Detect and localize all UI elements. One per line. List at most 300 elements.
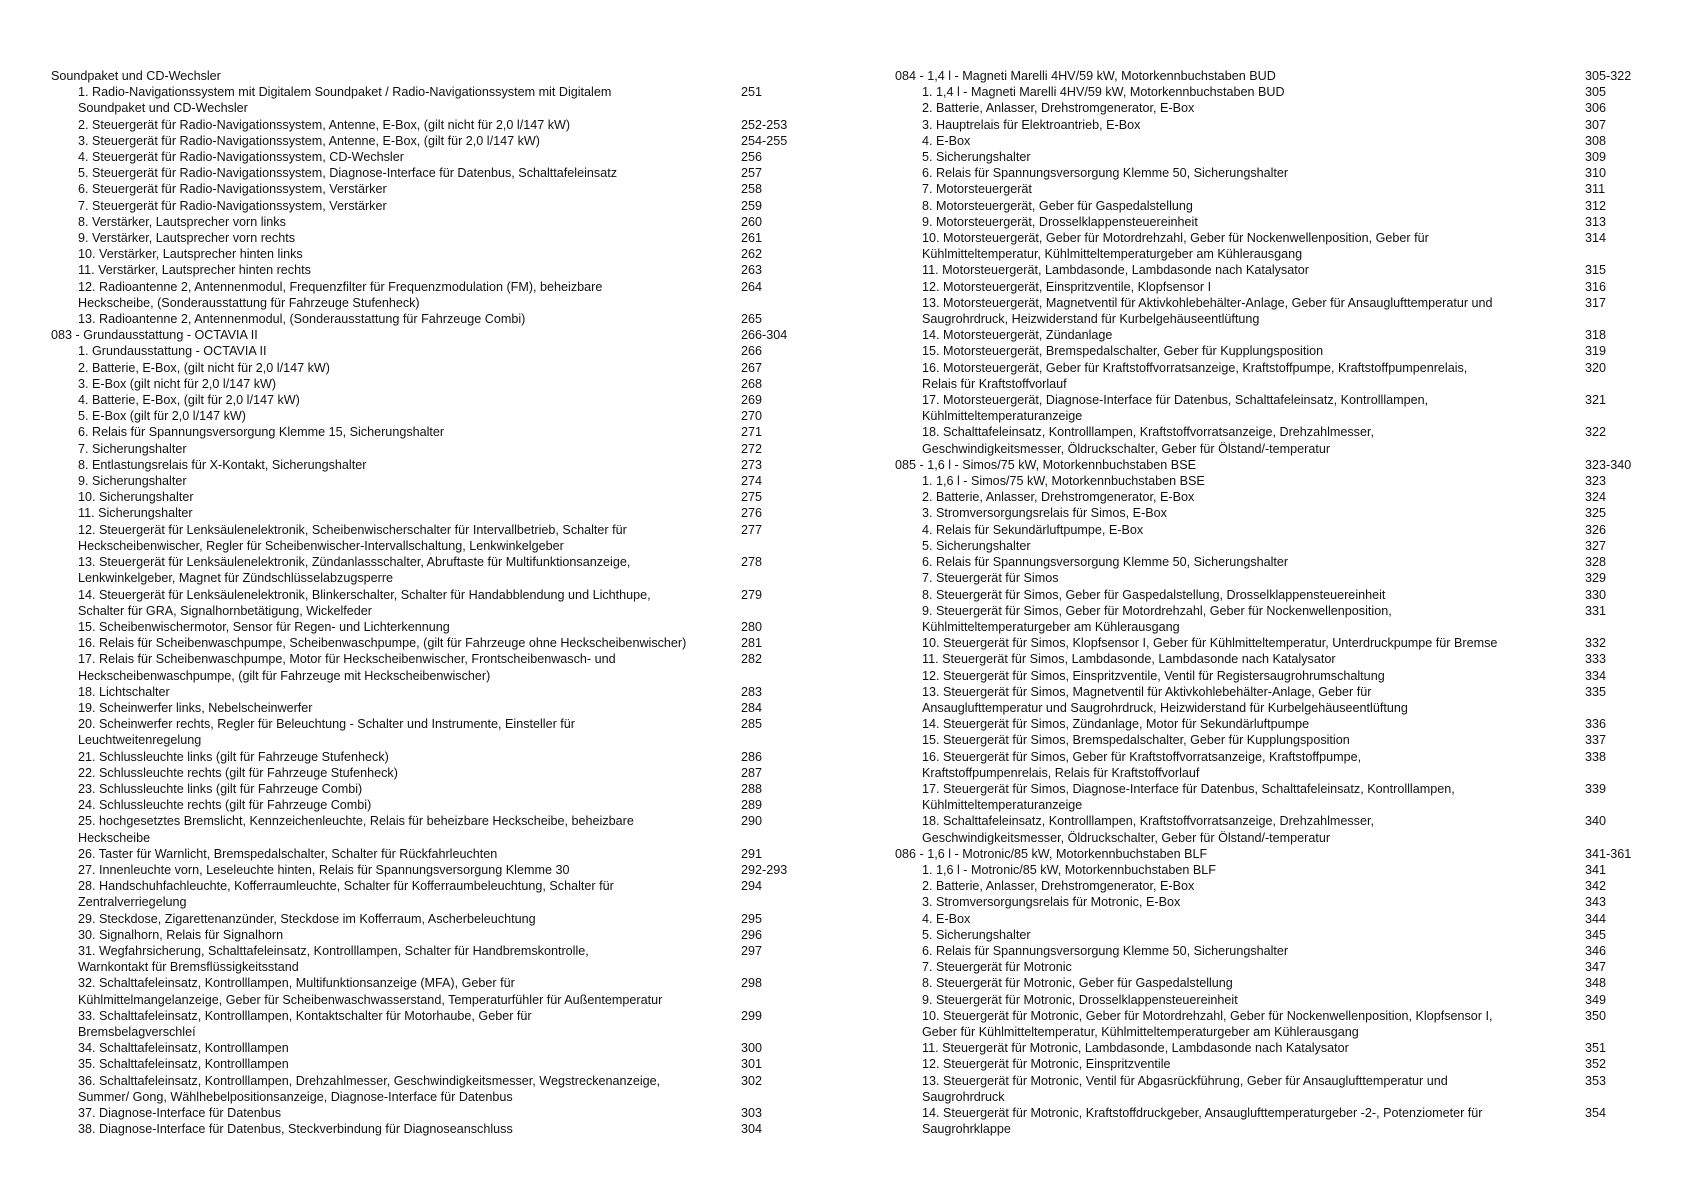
toc-entry-pages: 338 xyxy=(1585,749,1607,764)
toc-entry-title: 3. Stromversorgungsrelais für Simos, E-Box xyxy=(922,506,1167,521)
toc-entry xyxy=(51,651,811,683)
toc-entry xyxy=(895,862,1655,878)
toc-entry xyxy=(895,1008,1655,1040)
toc-entry xyxy=(895,295,1655,327)
toc-entry-pages: 299 xyxy=(741,1008,763,1023)
toc-entry-title: 27. Innenleuchte vorn, Leseleuchte hinten, Relais für Spannungsversorgung Klemme 30 xyxy=(78,862,570,877)
toc-entry-title: 15. Motorsteuergerät, Bremspedalschalter, Geber für Kupplungsposition xyxy=(922,344,1324,359)
toc-entry-pages: 264 xyxy=(741,279,763,294)
toc-entry-title: 10. Steuergerät für Simos, Klopfsensor I, Geber für Kühlmitteltemperatur, Unterdruckpumpe für Bremse xyxy=(922,636,1498,651)
toc-entry xyxy=(895,716,1655,732)
toc-entry-pages: 294 xyxy=(741,879,763,894)
toc-entry-title: 25. hochgesetztes Bremslicht, Kennzeichenleuchte, Relais für beheizbare Heckscheibe, beheizbare Heckscheibe xyxy=(78,814,634,845)
toc-entry-title: 8. Motorsteuergerät, Geber für Gaspedalstellung xyxy=(922,198,1193,213)
toc-entry xyxy=(895,959,1655,975)
toc-entry xyxy=(895,489,1655,505)
toc-entry xyxy=(895,198,1655,214)
toc-entry-title: 13. Steuergerät für Simos, Magnetventil für Aktivkohlebehälter-Anlage, Geber für Ansauglufttemperatur und Saugrohrdruck, Heizwiderstand für Kurbelgehäuseentlüftung xyxy=(922,684,1408,715)
toc-entry-pages: 317 xyxy=(1585,295,1607,310)
toc-entry-pages: 318 xyxy=(1585,328,1607,343)
toc-entry-title: 2. Batterie, Anlasser, Drehstromgenerator, E-Box xyxy=(922,101,1195,116)
toc-entry-pages: 262 xyxy=(741,247,763,262)
toc-entry xyxy=(51,198,811,214)
toc-section-entry xyxy=(895,68,1655,84)
toc-entry-pages: 343 xyxy=(1585,895,1607,910)
toc-entry-pages: 346 xyxy=(1585,943,1607,958)
toc-entry-pages: 283 xyxy=(741,684,763,699)
toc-entry xyxy=(895,343,1655,359)
toc-entry-pages: 323-340 xyxy=(1585,457,1632,472)
toc-entry-pages: 354 xyxy=(1585,1106,1607,1120)
toc-entry xyxy=(51,1105,811,1121)
toc-entry xyxy=(895,149,1655,165)
toc-entry xyxy=(895,133,1655,149)
toc-entry xyxy=(895,894,1655,910)
toc-entry-title: 2. Batterie, Anlasser, Drehstromgenerator, E-Box xyxy=(922,879,1195,894)
toc-entry-pages: 258 xyxy=(741,182,763,197)
toc-entry xyxy=(895,84,1655,100)
toc-entry-pages: 281 xyxy=(741,636,763,651)
toc-entry-pages: 325 xyxy=(1585,506,1607,521)
toc-entry xyxy=(51,343,811,359)
toc-entry-title: 7. Steuergerät für Simos xyxy=(922,571,1059,586)
toc-entry xyxy=(51,522,811,554)
toc-entry-pages: 280 xyxy=(741,619,763,634)
toc-entry-pages: 342 xyxy=(1585,879,1607,894)
toc-entry-title: 38. Diagnose-Interface für Datenbus, Steckverbindung für Diagnoseanschluss xyxy=(78,1122,513,1137)
toc-entry-title: 1. 1,6 l - Motronic/85 kW, Motorkennbuchstaben BLF xyxy=(922,862,1216,877)
toc-entry-title: 24. Schlussleuchte rechts (gilt für Fahrzeuge Combi) xyxy=(78,798,372,813)
toc-entry xyxy=(895,181,1655,197)
toc-entry-title: 28. Handschuhfachleuchte, Kofferraumleuchte, Schalter für Kofferraumbeleuchtung, Schalter für Zentralverriegelung xyxy=(78,879,614,910)
toc-entry xyxy=(51,1008,811,1040)
toc-entry-pages: 279 xyxy=(741,587,763,602)
toc-entry-pages: 260 xyxy=(741,214,763,229)
toc-entry-pages: 297 xyxy=(741,943,763,958)
toc-entry-title: 1. 1,6 l - Simos/75 kW, Motorkennbuchstaben BSE xyxy=(922,474,1205,489)
toc-entry-title: 6. Steuergerät für Radio-Navigationssystem, Verstärker xyxy=(78,182,387,197)
toc-entry xyxy=(51,376,811,392)
toc-entry-title: 5. Steuergerät für Radio-Navigationssystem, Diagnose-Interface für Datenbus, Schalttafeleinsatz xyxy=(78,166,618,181)
toc-entry-title: 12. Steuergerät für Lenksäulenelektronik, Scheibenwischerschalter für Intervallbetrieb, Schalter für Heckscheibenwischer, Regler für Scheibenwischer-Intervallschaltung, Lenkwinkelgeber xyxy=(78,522,627,553)
toc-entry-pages: 305-322 xyxy=(1585,69,1632,83)
toc-entry-pages: 322 xyxy=(1585,425,1607,440)
toc-section-entry xyxy=(51,327,811,343)
toc-entry xyxy=(51,489,811,505)
toc-entry-pages: 303 xyxy=(741,1106,763,1120)
toc-entry-pages: 320 xyxy=(1585,360,1607,375)
toc-entry-title: 3. Steuergerät für Radio-Navigationssystem, Antenne, E-Box, (gilt für 2,0 l/147 kW) xyxy=(78,133,540,148)
toc-entry-title: 8. Steuergerät für Simos, Geber für Gaspedalstellung, Drosselklappensteuereinheit xyxy=(922,587,1386,602)
toc-entry-pages: 288 xyxy=(741,781,763,796)
toc-entry xyxy=(51,1121,811,1137)
toc-entry-pages: 308 xyxy=(1585,133,1607,148)
toc-entry xyxy=(895,165,1655,181)
toc-entry xyxy=(895,522,1655,538)
toc-entry-pages: 269 xyxy=(741,393,763,408)
toc-entry-title: 2. Steuergerät für Radio-Navigationssystem, Antenne, E-Box, (gilt nicht für 2,0 l/147 kW) xyxy=(78,117,571,132)
toc-entry-title: 14. Motorsteuergerät, Zündanlage xyxy=(922,328,1113,343)
toc-entry xyxy=(51,797,811,813)
toc-entry-title: 22. Schlussleuchte rechts (gilt für Fahrzeuge Stufenheck) xyxy=(78,765,398,780)
toc-entry-pages: 286 xyxy=(741,749,763,764)
toc-entry-title: 14. Steuergerät für Simos, Zündanlage, Motor für Sekundärluftpumpe xyxy=(922,717,1310,732)
toc-entry-title: 2. Batterie, Anlasser, Drehstromgenerator, E-Box xyxy=(922,490,1195,505)
toc-entry-pages: 259 xyxy=(741,198,763,213)
toc-entry xyxy=(51,927,811,943)
toc-entry-pages: 330 xyxy=(1585,587,1607,602)
toc-entry-pages: 352 xyxy=(1585,1057,1607,1072)
toc-entry-title: 30. Signalhorn, Relais für Signalhorn xyxy=(78,927,284,942)
toc-entry xyxy=(51,408,811,424)
toc-entry-title: 13. Steuergerät für Lenksäulenelektronik, Zündanlassschalter, Abruftaste für Multifunktionsanzeige, Lenkwinkelgeber, Magnet für Zündschlüsselabzugsperre xyxy=(78,555,631,586)
toc-entry xyxy=(51,749,811,765)
toc-entry-title: 1. Grundausstattung - OCTAVIA II xyxy=(78,344,267,359)
toc-entry-pages: 263 xyxy=(741,263,763,278)
toc-entry-pages: 285 xyxy=(741,717,763,732)
toc-entry xyxy=(51,457,811,473)
toc-entry-pages: 315 xyxy=(1585,263,1607,278)
toc-entry-title: 3. Hauptrelais für Elektroantrieb, E-Box xyxy=(922,117,1141,132)
toc-entry xyxy=(51,862,811,878)
toc-entry-title: 32. Schalttafeleinsatz, Kontrolllampen, Multifunktionsanzeige (MFA), Geber für Kühlmittelmangelanzeige, Geber für Scheibenwaschwasserstand, Temperaturfühler für Außentemperatur xyxy=(78,976,663,1007)
toc-entry-pages: 341-361 xyxy=(1585,846,1632,861)
toc-entry-pages: 252-253 xyxy=(741,117,788,132)
toc-entry-title: 7. Steuergerät für Motronic xyxy=(922,960,1072,975)
toc-entry xyxy=(51,1040,811,1056)
toc-entry-pages: 345 xyxy=(1585,927,1607,942)
toc-entry xyxy=(51,181,811,197)
toc-entry xyxy=(895,781,1655,813)
toc-entry xyxy=(895,230,1655,262)
toc-entry-title: 11. Steuergerät für Motronic, Lambdasonde, Lambdasonde nach Katalysator xyxy=(922,1041,1349,1056)
toc-entry-pages: 276 xyxy=(741,506,763,521)
toc-entry-pages: 284 xyxy=(741,700,763,715)
toc-entry xyxy=(51,230,811,246)
toc-entry-title: 9. Steuergerät für Simos, Geber für Motordrehzahl, Geber für Nockenwellenposition, Kühlmitteltemperaturgeber am Kühlerausgang xyxy=(922,603,1392,634)
toc-entry-pages: 319 xyxy=(1585,344,1607,359)
toc-entry-pages: 272 xyxy=(741,441,763,456)
toc-entry xyxy=(51,473,811,489)
toc-entry-pages: 331 xyxy=(1585,603,1607,618)
toc-entry-pages: 271 xyxy=(741,425,763,440)
toc-entry-pages: 300 xyxy=(741,1041,763,1056)
toc-entry xyxy=(51,554,811,586)
toc-entry-pages: 350 xyxy=(1585,1008,1607,1023)
toc-entry-pages: 256 xyxy=(741,150,763,165)
toc-entry-pages: 310 xyxy=(1585,166,1607,181)
toc-entry xyxy=(895,975,1655,991)
toc-entry-title: 9. Sicherungshalter xyxy=(78,474,187,489)
toc-entry-title: 20. Scheinwerfer rechts, Regler für Beleuchtung - Schalter und Instrumente, Einsteller für Leuchtweitenregelung xyxy=(78,717,575,748)
toc-entry-pages: 266-304 xyxy=(741,328,788,343)
toc-entry-pages: 277 xyxy=(741,522,763,537)
toc-entry-title: 1. 1,4 l - Magneti Marelli 4HV/59 kW, Motorkennbuchstaben BUD xyxy=(922,85,1285,100)
toc-entry xyxy=(895,327,1655,343)
toc-entry xyxy=(895,279,1655,295)
toc-entry-title: 29. Steckdose, Zigarettenanzünder, Steckdose im Kofferraum, Ascherbeleuchtung xyxy=(78,911,536,926)
toc-entry-title: 13. Motorsteuergerät, Magnetventil für Aktivkohlebehälter-Anlage, Geber für Ansauglufttemperatur und Saugrohrdruck, Heizwiderstand für Kurbelgehäuseentlüftung xyxy=(922,295,1493,327)
toc-entry xyxy=(51,505,811,521)
toc-entry xyxy=(895,927,1655,943)
toc-entry-title: 18. Schalttafeleinsatz, Kontrolllampen, Kraftstoffvorratsanzeige, Drehzahlmesser, Geschwindigkeitsmesser, Öldruckschalter, Geber für Ölstand/-temperatur xyxy=(922,814,1374,845)
toc-entry xyxy=(895,943,1655,959)
toc-entry-title: 7. Sicherungshalter xyxy=(78,441,187,456)
toc-entry-title: 36. Schalttafeleinsatz, Kontrolllampen, Drehzahlmesser, Geschwindigkeitsmesser, Wegstreckenanzeige, Summer/ Gong, Wählhebelpositionsanzeige, Diagnose-Interface für Datenbus xyxy=(78,1073,661,1104)
toc-entry-pages: 289 xyxy=(741,798,763,813)
toc-entry-pages: 349 xyxy=(1585,992,1607,1007)
toc-entry-pages: 327 xyxy=(1585,538,1607,553)
toc-entry-title: 13. Radioantenne 2, Antennenmodul, (Sonderausstattung für Fahrzeuge Combi) xyxy=(78,312,526,327)
toc-entry-title: 15. Scheibenwischermotor, Sensor für Regen- und Lichterkennung xyxy=(78,619,450,634)
toc-entry-pages: 309 xyxy=(1585,150,1607,165)
toc-entry xyxy=(51,133,811,149)
toc-entry-title: 12. Steuergerät für Simos, Einspritzventile, Ventil für Registersaugrohrumschaltung xyxy=(922,668,1385,683)
toc-entry-title: 13. Steuergerät für Motronic, Ventil für Abgasrückführung, Geber für Ansauglufttemperatur und Saugrohrdruck xyxy=(922,1073,1448,1104)
toc-entry-title: Soundpaket und CD-Wechsler xyxy=(51,69,221,83)
toc-entry xyxy=(51,619,811,635)
toc-entry-title: 4. Batterie, E-Box, (gilt für 2,0 l/147 kW) xyxy=(78,393,300,408)
toc-entry-title: 17. Relais für Scheibenwaschpumpe, Motor für Heckscheibenwischer, Frontscheibenwasch- und Heckscheibenwaschpumpe, (gilt für Fahrzeuge mit Heckscheibenwischer) xyxy=(78,652,616,683)
toc-section-entry xyxy=(895,846,1655,862)
toc-entry-title: 21. Schlussleuchte links (gilt für Fahrzeuge Stufenheck) xyxy=(78,749,389,764)
toc-entry-title: 19. Scheinwerfer links, Nebelscheinwerfer xyxy=(78,700,313,715)
toc-entry-pages: 301 xyxy=(741,1057,763,1072)
toc-entry-pages: 270 xyxy=(741,409,763,424)
toc-entry xyxy=(51,587,811,619)
toc-entry-pages: 273 xyxy=(741,457,763,472)
toc-entry xyxy=(895,392,1655,424)
toc-entry-pages: 336 xyxy=(1585,717,1607,732)
toc-entry xyxy=(895,813,1655,845)
toc-entry-pages: 304 xyxy=(741,1122,763,1137)
toc-entry-pages: 295 xyxy=(741,911,763,926)
toc-entry-pages: 335 xyxy=(1585,684,1607,699)
toc-entry-pages: 291 xyxy=(741,846,763,861)
toc-entry xyxy=(51,311,811,327)
toc-entry xyxy=(895,1040,1655,1056)
toc-right-column xyxy=(895,68,1655,1137)
toc-entry xyxy=(51,684,811,700)
toc-entry-title: 18. Schalttafeleinsatz, Kontrolllampen, Kraftstoffvorratsanzeige, Drehzahlmesser, Geschwindigkeitsmesser, Öldruckschalter, Geber für Ölstand/-temperatur xyxy=(922,425,1374,456)
toc-entry-pages: 313 xyxy=(1585,214,1607,229)
toc-entry xyxy=(51,765,811,781)
toc-entry xyxy=(895,570,1655,586)
toc-entry xyxy=(895,117,1655,133)
toc-entry-title: 8. Entlastungsrelais für X-Kontakt, Sicherungshalter xyxy=(78,457,367,472)
toc-entry-title: 12. Motorsteuergerät, Einspritzventile, Klopfsensor I xyxy=(922,279,1212,294)
toc-entry-title: 8. Verstärker, Lautsprecher vorn links xyxy=(78,214,286,229)
toc-entry xyxy=(895,100,1655,116)
toc-entry-title: 16. Motorsteuergerät, Geber für Kraftstoffvorratsanzeige, Kraftstoffpumpe, Kraftstoffpumpenrelais, Relais für Kraftstoffvorlauf xyxy=(922,360,1468,391)
toc-entry-title: 2. Batterie, E-Box, (gilt nicht für 2,0 l/147 kW) xyxy=(78,360,330,375)
toc-entry xyxy=(895,651,1655,667)
toc-entry-title: 33. Schalttafeleinsatz, Kontrolllampen, Kontaktschalter für Motorhaube, Geber für Bremsbelagverschleí xyxy=(78,1008,532,1039)
toc-entry xyxy=(51,392,811,408)
toc-entry xyxy=(51,214,811,230)
toc-entry xyxy=(895,360,1655,392)
toc-entry-title: 5. Sicherungshalter xyxy=(922,150,1031,165)
toc-entry xyxy=(895,262,1655,278)
toc-entry-title: 37. Diagnose-Interface für Datenbus xyxy=(78,1106,282,1120)
toc-entry-title: 16. Steuergerät für Simos, Geber für Kraftstoffvorratsanzeige, Kraftstoffpumpe, Kraftstoffpumpenrelais, Relais für Kraftstoffvorlauf xyxy=(922,749,1362,780)
toc-entry-pages: 339 xyxy=(1585,781,1607,796)
toc-entry xyxy=(895,473,1655,489)
toc-entry-pages: 267 xyxy=(741,360,763,375)
toc-entry xyxy=(51,635,811,651)
toc-entry xyxy=(51,878,811,910)
toc-entry-title: 35. Schalttafeleinsatz, Kontrolllampen xyxy=(78,1057,289,1072)
toc-entry xyxy=(895,1056,1655,1072)
toc-entry xyxy=(895,603,1655,635)
toc-entry-pages: 266 xyxy=(741,344,763,359)
toc-entry-pages: 337 xyxy=(1585,733,1607,748)
toc-entry-pages: 302 xyxy=(741,1073,763,1088)
toc-entry-pages: 351 xyxy=(1585,1041,1607,1056)
toc-entry xyxy=(895,749,1655,781)
toc-entry-pages: 265 xyxy=(741,312,763,327)
toc-entry-title: 6. Relais für Spannungsversorgung Klemme 50, Sicherungshalter xyxy=(922,943,1289,958)
toc-entry xyxy=(895,992,1655,1008)
toc-entry-pages: 323 xyxy=(1585,474,1607,489)
toc-entry-title: 9. Verstärker, Lautsprecher vorn rechts xyxy=(78,231,295,246)
toc-entry xyxy=(51,117,811,133)
toc-entry xyxy=(895,1073,1655,1105)
toc-entry xyxy=(895,878,1655,894)
toc-entry-title: 18. Lichtschalter xyxy=(78,684,170,699)
toc-entry-pages: 348 xyxy=(1585,976,1607,991)
toc-entry-pages: 287 xyxy=(741,765,763,780)
toc-entry-pages: 251 xyxy=(741,85,763,100)
toc-entry-pages: 314 xyxy=(1585,231,1607,246)
toc-entry-title: 9. Steuergerät für Motronic, Drosselklappensteuereinheit xyxy=(922,992,1238,1007)
toc-entry xyxy=(895,214,1655,230)
toc-entry-title: 083 - Grundausstattung - OCTAVIA II xyxy=(51,328,258,343)
toc-entry-pages: 324 xyxy=(1585,490,1607,505)
toc-entry xyxy=(51,1073,811,1105)
toc-entry xyxy=(51,165,811,181)
toc-entry-title: 086 - 1,6 l - Motronic/85 kW, Motorkennbuchstaben BLF xyxy=(895,846,1208,861)
toc-entry xyxy=(51,246,811,262)
toc-entry xyxy=(51,781,811,797)
toc-entry-pages: 328 xyxy=(1585,555,1607,570)
toc-entry-title: 4. Steuergerät für Radio-Navigationssystem, CD-Wechsler xyxy=(78,150,404,165)
toc-entry-title: 5. Sicherungshalter xyxy=(922,538,1031,553)
toc-entry-title: 12. Radioantenne 2, Antennenmodul, Frequenzfilter für Frequenzmodulation (FM), beheizbare Heckscheibe, (Sonderausstattung für Fahrzeuge Stufenheck) xyxy=(78,279,603,310)
toc-entry-pages: 275 xyxy=(741,490,763,505)
toc-entry xyxy=(895,911,1655,927)
toc-entry-title: 4. Relais für Sekundärluftpumpe, E-Box xyxy=(922,522,1144,537)
toc-entry-title: 6. Relais für Spannungsversorgung Klemme 15, Sicherungshalter xyxy=(78,425,445,440)
toc-entry xyxy=(895,668,1655,684)
toc-entry-pages: 298 xyxy=(741,976,763,991)
toc-entry-pages: 326 xyxy=(1585,522,1607,537)
toc-entry-title: 10. Verstärker, Lautsprecher hinten links xyxy=(78,247,303,262)
toc-entry-pages: 282 xyxy=(741,652,763,667)
toc-entry xyxy=(51,262,811,278)
toc-entry xyxy=(895,424,1655,456)
toc-entry xyxy=(895,587,1655,603)
toc-entry xyxy=(51,84,811,116)
toc-entry xyxy=(51,716,811,748)
toc-entry-title: 7. Motorsteuergerät xyxy=(922,182,1032,197)
toc-entry-pages: 261 xyxy=(741,231,763,246)
toc-entry-title: 23. Schlussleuchte links (gilt für Fahrzeuge Combi) xyxy=(78,781,363,796)
toc-entry-pages: 307 xyxy=(1585,117,1607,132)
toc-entry-pages: 321 xyxy=(1585,393,1607,408)
toc-entry xyxy=(51,149,811,165)
toc-entry xyxy=(895,635,1655,651)
toc-entry-title: 34. Schalttafeleinsatz, Kontrolllampen xyxy=(78,1041,289,1056)
toc-entry xyxy=(51,1056,811,1072)
toc-entry-title: 5. Sicherungshalter xyxy=(922,927,1031,942)
toc-entry-pages: 353 xyxy=(1585,1073,1607,1088)
toc-entry-pages: 311 xyxy=(1585,182,1606,197)
toc-entry-pages: 341 xyxy=(1585,862,1607,877)
toc-section-entry xyxy=(51,68,811,84)
toc-entry-title: 26. Taster für Warnlicht, Bremspedalschalter, Schalter für Rückfahrleuchten xyxy=(78,846,498,861)
toc-entry-pages: 305 xyxy=(1585,85,1607,100)
toc-entry xyxy=(51,911,811,927)
toc-entry-pages: 254-255 xyxy=(741,133,788,148)
toc-entry-title: 1. Radio-Navigationssystem mit Digitalem Soundpaket / Radio-Navigationssystem mit Digitalem Soundpaket und CD-Wechsler xyxy=(78,85,612,116)
toc-entry-title: 8. Steuergerät für Motronic, Geber für Gaspedalstellung xyxy=(922,976,1233,991)
toc-entry-pages: 344 xyxy=(1585,911,1607,926)
toc-entry-pages: 296 xyxy=(741,927,763,942)
toc-entry-title: 5. E-Box (gilt für 2,0 l/147 kW) xyxy=(78,409,246,424)
toc-entry-title: 4. E-Box xyxy=(922,911,971,926)
toc-entry-title: 17. Motorsteuergerät, Diagnose-Interface für Datenbus, Schalttafeleinsatz, Kontrolllampen, Kühlmitteltemperaturanzeige xyxy=(922,393,1429,424)
toc-entry-pages: 268 xyxy=(741,376,763,391)
toc-entry-pages: 329 xyxy=(1585,571,1607,586)
toc-entry-pages: 306 xyxy=(1585,101,1607,116)
toc-entry xyxy=(895,684,1655,716)
toc-entry-title: 14. Steuergerät für Motronic, Kraftstoffdruckgeber, Ansauglufttemperaturgeber -2-, Potenziometer für Saugrohrklappe xyxy=(922,1106,1483,1137)
toc-entry-title: 11. Motorsteuergerät, Lambdasonde, Lambdasonde nach Katalysator xyxy=(922,263,1309,278)
toc-left-column xyxy=(51,68,811,1137)
toc-entry xyxy=(895,538,1655,554)
toc-entry-title: 11. Sicherungshalter xyxy=(78,506,193,521)
toc-entry-pages: 292-293 xyxy=(741,862,788,877)
toc-entry-title: 084 - 1,4 l - Magneti Marelli 4HV/59 kW, Motorkennbuchstaben BUD xyxy=(895,69,1276,83)
toc-entry-pages: 332 xyxy=(1585,636,1607,651)
toc-entry-title: 3. Stromversorgungsrelais für Motronic, E-Box xyxy=(922,895,1181,910)
toc-entry xyxy=(51,700,811,716)
toc-entry-title: 10. Steuergerät für Motronic, Geber für Motordrehzahl, Geber für Nockenwellenposition, Klopfsensor I, Geber für Kühlmitteltemperatur, Kühlmitteltemperaturgeber am Kühlerausgang xyxy=(922,1008,1493,1039)
toc-entry-title: 16. Relais für Scheibenwaschpumpe, Scheibenwaschpumpe, (gilt für Fahrzeuge ohne Heckscheibenwischer) xyxy=(78,636,687,651)
toc-entry xyxy=(895,554,1655,570)
toc-entry xyxy=(51,846,811,862)
toc-entry-pages: 312 xyxy=(1585,198,1607,213)
toc-entry xyxy=(895,1105,1655,1137)
toc-entry xyxy=(51,943,811,975)
toc-entry-title: 31. Wegfahrsicherung, Schalttafeleinsatz, Kontrolllampen, Schalter für Handbremskontrolle, Warnkontakt für Bremsflüssigkeitsstand xyxy=(78,943,589,975)
toc-section-entry xyxy=(895,457,1655,473)
toc-entry xyxy=(51,441,811,457)
toc-entry-title: 15. Steuergerät für Simos, Bremspedalschalter, Geber für Kupplungsposition xyxy=(922,733,1350,748)
toc-entry-title: 9. Motorsteuergerät, Drosselklappensteuereinheit xyxy=(922,214,1198,229)
toc-entry xyxy=(51,279,811,311)
toc-entry-title: 11. Verstärker, Lautsprecher hinten rechts xyxy=(78,263,311,278)
toc-entry-title: 14. Steuergerät für Lenksäulenelektronik, Blinkerschalter, Schalter für Handabblendung und Lichthupe, Schalter für GRA, Signalhornbetätigung, Wickelfeder xyxy=(78,587,651,618)
toc-entry-pages: 334 xyxy=(1585,668,1607,683)
toc-entry-pages: 278 xyxy=(741,555,763,570)
toc-entry-pages: 257 xyxy=(741,166,763,181)
toc-entry-pages: 290 xyxy=(741,814,763,829)
toc-entry xyxy=(895,732,1655,748)
toc-entry-title: 4. E-Box xyxy=(922,133,971,148)
toc-entry xyxy=(51,813,811,845)
